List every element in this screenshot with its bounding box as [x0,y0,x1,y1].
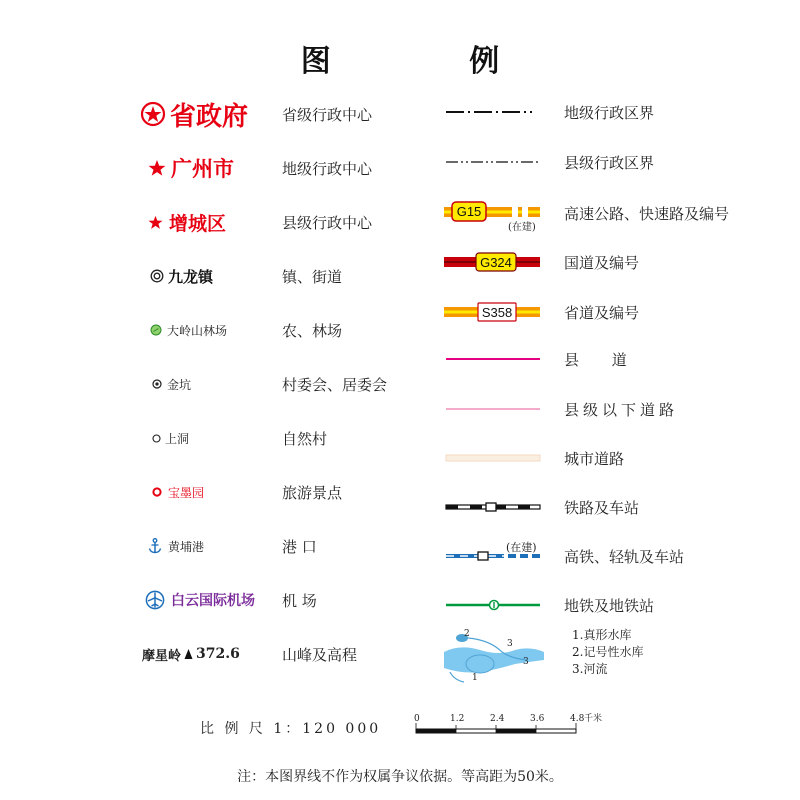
legend-item-railway [440,487,770,527]
legend-desc: 国道及编号 [564,253,640,272]
legend-desc: 地级行政中心 [282,159,373,178]
legend-item-county-road [440,339,770,379]
prefecture-boundary-line [440,92,550,132]
expressway-line [440,193,550,233]
legend-desc: 县级以下道路 [564,400,679,419]
legend-label: 摩星岭 [142,648,182,664]
rail-note: (在建) [506,541,537,554]
legend-label: 广州市 [171,157,234,181]
scale-tick: 3.6 [530,714,545,724]
scale-tick: 0 [414,714,420,724]
anchor-icon [148,538,162,554]
legend-item-scenic-spot [140,472,400,512]
scale-text: 比 例 尺 1：120 000 [200,721,382,737]
national-road-code: G324 [480,255,512,270]
legend-desc: 自然村 [282,429,328,448]
scale-tick: 2.4 [490,714,505,724]
legend-desc: 县级行政中心 [282,213,373,232]
legend-item-prefecture-capital [140,148,400,188]
legend-label: 上洞 [165,431,190,446]
legend-item-airport [140,580,400,620]
expressway-note: (在建) [508,222,536,233]
water-legend-list [572,627,643,678]
double-circle-icon [150,269,164,283]
airplane-icon [145,590,165,610]
star-icon [148,159,166,177]
national-road-line [440,242,550,282]
star-icon [148,215,163,230]
legend-item-village-committee [140,364,400,404]
legend-label: 黄埔港 [168,539,205,554]
water-item: 2.记号性水库 [572,645,644,659]
scale-tick: 4.8 [570,714,585,724]
legend-item-minor-road [440,389,770,429]
dot-circle-icon [152,379,162,389]
legend-desc: 省级行政中心 [282,105,373,124]
legend-desc: 地铁及地铁站 [564,596,655,615]
legend-item-metro [440,585,770,625]
legend-item-provincial-road [440,292,770,332]
railway-line [440,487,550,527]
legend-desc: 农、林场 [282,321,343,340]
legend-item-farm [140,310,400,350]
peak-triangle-icon [184,648,193,660]
water-marker: 2 [464,629,470,639]
legend-desc: 铁路及车站 [564,498,640,517]
high-speed-rail-line [440,536,550,576]
county-boundary-line [440,142,550,182]
water-item: 3.河流 [572,662,608,676]
legend-item-prefecture-boundary [440,92,770,132]
legend-item-county-boundary [440,142,770,182]
legend-item-peak [140,634,400,674]
legend-desc: 省道及编号 [564,303,640,322]
legend-label: 增城区 [169,212,227,235]
water-marker: 3 [523,657,529,667]
legend-label: 宝墨园 [168,485,205,500]
green-circle-icon [150,324,162,336]
legend-desc: 县级行政区界 [564,153,655,172]
legend-item-expressway [440,193,770,233]
water-marker: 3 [507,639,513,649]
legend-label: 大岭山林场 [167,323,228,338]
legend-desc: 村委会、居委会 [282,375,388,394]
legend-label: 白云国际机场 [171,593,255,609]
legend-item-port [140,526,400,566]
legend-desc: 旅游景点 [282,483,343,502]
provincial-road-line [440,292,550,332]
legend-title: 图 例 [300,44,564,79]
scale-bar [408,710,608,740]
water-item: 1.真形水库 [572,628,632,642]
water-marker: 1 [472,673,478,683]
expressway-code: G15 [456,204,482,219]
footnote: 注：本图界线不作为权属争议依据。等高距为50米。 [237,769,563,785]
legend-desc: 地级行政区界 [564,103,655,122]
peak-elevation: 372.6 [196,646,240,662]
legend-item-natural-village [140,418,400,458]
legend-desc: 城市道路 [564,449,625,468]
water-symbol [440,622,550,692]
legend-desc: 县 道 [564,350,641,369]
legend-label: 金坑 [167,377,192,392]
provincial-road-code: S358 [481,305,513,320]
urban-road-line [440,438,550,478]
legend-item-high-speed-rail [440,536,770,576]
scale-tick: 1.2 [450,714,465,724]
legend-desc: 港 口 [282,537,317,556]
minor-road-line [440,389,550,429]
legend-item-water [440,622,550,692]
legend-item-national-road [440,242,770,282]
legend-desc: 高铁、轻轨及车站 [564,547,685,566]
legend-item-county-capital [140,202,400,242]
legend-desc: 镇、街道 [282,267,343,286]
open-circle-icon [152,434,161,443]
scale-unit: 千米 [584,714,603,724]
county-road-line [440,339,550,379]
legend-desc: 高速公路、快速路及编号 [564,204,730,223]
legend-label: 九龙镇 [168,267,214,286]
legend-item-urban-road [440,438,770,478]
legend-item-town [140,256,400,296]
star-circle-icon [140,101,166,127]
legend-item-province-capital [140,94,400,134]
legend-desc: 山峰及高程 [282,645,358,664]
legend-desc: 机 场 [282,591,317,610]
legend-label: 省政府 [170,101,249,132]
red-ring-icon [152,487,162,497]
metro-line [440,585,550,625]
